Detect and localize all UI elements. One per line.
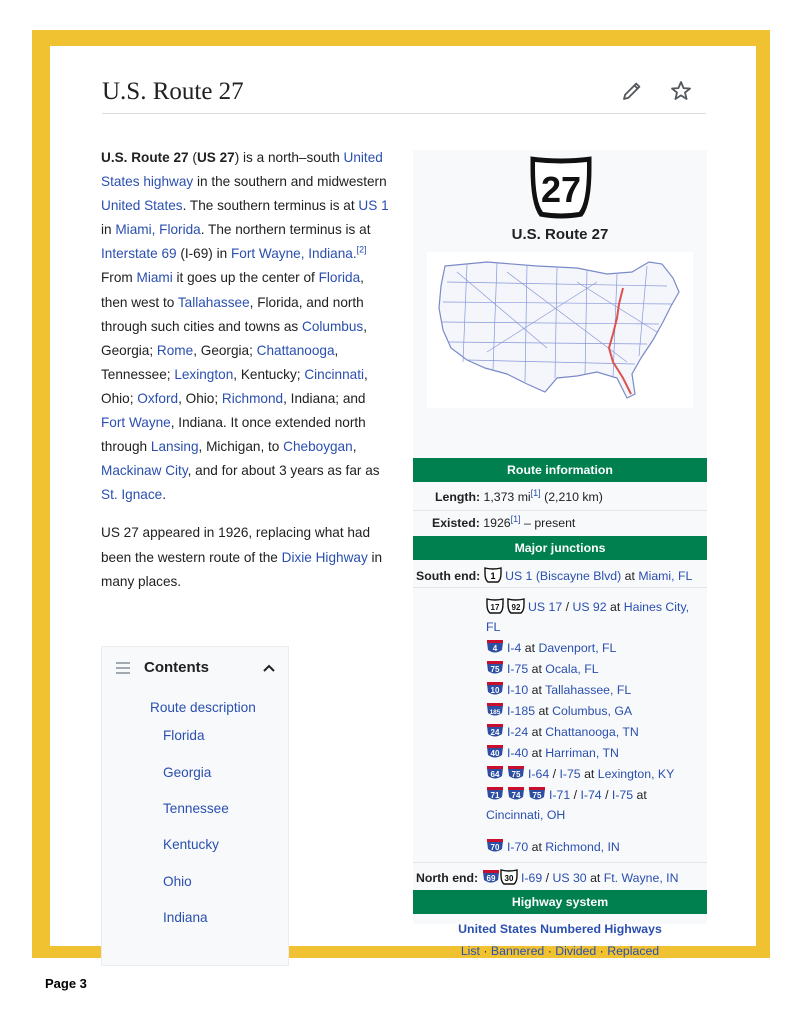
interstate-10-shield-icon: [486, 681, 504, 697]
article-page: [50, 46, 756, 958]
link-junction-route[interactable]: I-185: [507, 704, 536, 718]
interstate-185-shield-icon: [486, 702, 504, 718]
interstate-64-shield-icon: [486, 765, 504, 781]
link-junction-place[interactable]: Cincinnati, OH: [486, 808, 566, 822]
link-miami-florida[interactable]: Miami, Florida: [115, 222, 201, 238]
route-map[interactable]: [427, 252, 693, 408]
svg-text:10: 10: [490, 686, 500, 695]
svg-text:40: 40: [490, 749, 500, 758]
interstate-4-shield-icon: [486, 639, 504, 655]
link-st-ignace[interactable]: St. Ignace: [101, 487, 163, 503]
major-junctions-header: Major junctions: [413, 536, 707, 560]
svg-text:75: 75: [490, 665, 500, 674]
link-us1[interactable]: US 1: [358, 198, 389, 214]
link-chattanooga[interactable]: Chattanooga: [256, 342, 335, 358]
link-florida[interactable]: Florida: [318, 270, 361, 286]
link-lansing[interactable]: Lansing: [150, 439, 199, 455]
link-dixie-highway[interactable]: Dixie Highway: [281, 549, 368, 565]
link-richmond[interactable]: Richmond: [221, 390, 284, 406]
svg-text:75: 75: [532, 791, 542, 800]
svg-text:1: 1: [490, 571, 496, 581]
link-junction-place[interactable]: Columbus, GA: [552, 704, 633, 718]
svg-text:17: 17: [490, 603, 500, 612]
link-fort-wayne-indiana[interactable]: Fort Wayne, Indiana.: [230, 246, 357, 262]
us-1-shield-icon: [484, 567, 502, 583]
reference-2[interactable]: [2]: [356, 244, 367, 255]
us-route-shield-icon: [528, 154, 594, 220]
interstate-24-shield-icon: [486, 723, 504, 739]
title-divider: [102, 113, 706, 114]
toc-item-kentucky[interactable]: Kentucky: [163, 837, 219, 852]
interstate-74-shield-icon: [507, 786, 525, 802]
junction-list: [486, 597, 698, 858]
link-tallahassee[interactable]: Tallahassee: [177, 294, 250, 310]
svg-text:74: 74: [511, 791, 521, 800]
us-30-shield-icon: [500, 869, 518, 885]
junction-item: 10 I-10 at Tallahassee, FL: [486, 680, 698, 700]
north-end-row: North end: 69 30 I-69 / US 30 at Ft. Wayne, IN: [416, 871, 679, 885]
lead-paragraph-1: U.S. Route 27 (US 27) is a north–south United States highway in the southern and midwestern United States. The southern terminus is at US 1 in Miami, Florida. The northern terminus is at Interstate 69 (I-69) in Fort Wayne, Indiana.[2] From Miami it goes up the center of Florida, then west to Tallahassee, Florida, and north through such cities and towns as Columbus, Georgia; Rome, Georgia; Chattanooga, Tennessee; Lexington, Kentucky; Cincinnati, Ohio; Oxford, Ohio; Richmond, Indiana; and Fort Wayne, Indiana. It once extended north through Lansing, Michigan, to Cheboygan, Mackinaw City, and for about 3 years as far as St. Ignace.: [101, 150, 389, 503]
link-junction-place[interactable]: Haines City, FL: [486, 600, 690, 634]
svg-text:71: 71: [490, 791, 500, 800]
link-junction-place[interactable]: Tallahassee, FL: [545, 683, 632, 697]
toc-item-ohio[interactable]: Ohio: [163, 874, 192, 889]
link-interstate-69[interactable]: Interstate 69: [101, 246, 177, 262]
svg-text:92: 92: [511, 603, 521, 612]
svg-text:69: 69: [486, 874, 496, 883]
link-lexington[interactable]: Lexington: [174, 366, 234, 382]
link-junction-route[interactable]: I-71: [549, 788, 571, 802]
junction-item: 71 74 75 I-71 / I-74 / I-75 at Cincinnati, OH: [486, 788, 647, 822]
list-icon: [116, 662, 130, 676]
link-oxford[interactable]: Oxford: [137, 390, 179, 406]
toc-item-tennessee[interactable]: Tennessee: [163, 801, 229, 816]
link-miami[interactable]: Miami: [136, 270, 173, 286]
system-list-row: List · Bannered · Divided · Replaced: [460, 944, 660, 958]
svg-text:24: 24: [490, 728, 500, 737]
link-junction-route[interactable]: I-4: [507, 641, 522, 655]
junction-item: 17 92 US 17 / US 92 at Haines City, FL: [486, 600, 690, 634]
link-i69[interactable]: I-69: [521, 871, 543, 885]
link-list[interactable]: List: [460, 944, 480, 958]
chevron-up-icon[interactable]: [262, 661, 276, 675]
link-junction-route[interactable]: I-75: [559, 767, 581, 781]
highway-system-header: Highway system: [413, 890, 707, 914]
link-bannered[interactable]: Bannered: [490, 944, 545, 958]
lead-section: [101, 146, 391, 608]
link-us-numbered-highways[interactable]: United States Numbered Highways: [458, 922, 662, 936]
link-junction-route[interactable]: I-10: [507, 683, 529, 697]
junction-item: 4 I-4 at Davenport, FL: [486, 638, 698, 658]
junction-item: 40 I-40 at Harriman, TN: [486, 743, 698, 763]
link-fort-wayne[interactable]: Fort Wayne: [101, 415, 171, 431]
link-junction-place[interactable]: Richmond, IN: [545, 840, 620, 854]
link-cheboygan[interactable]: Cheboygan: [283, 439, 353, 455]
link-junction-place[interactable]: Harriman, TN: [545, 746, 619, 760]
link-united-states[interactable]: United States: [101, 198, 183, 214]
length-row: Length: 1,373 mi[1] (2,210 km): [435, 487, 603, 504]
lead-paragraph-2: US 27 appeared in 1926, replacing what had been the western route of the Dixie Highway in many places.: [101, 525, 383, 589]
link-ft-wayne-in[interactable]: Ft. Wayne, IN: [603, 871, 679, 885]
star-icon[interactable]: [669, 79, 693, 103]
link-junction-route[interactable]: US 17: [528, 600, 563, 614]
link-us-highway[interactable]: United States highway: [101, 150, 383, 190]
junction-item: 75 I-75 at Ocala, FL: [486, 659, 698, 679]
us-92-shield-icon: [507, 598, 525, 614]
link-rome[interactable]: Rome: [156, 342, 194, 358]
toc-title: Contents: [144, 659, 209, 676]
link-junction-route[interactable]: I-70: [507, 840, 529, 854]
junction-item: 70 I-70 at Richmond, IN: [486, 837, 698, 857]
svg-text:30: 30: [504, 874, 514, 883]
link-junction-place[interactable]: Lexington, KY: [597, 767, 675, 781]
link-junction-route[interactable]: I-40: [507, 746, 529, 760]
svg-text:64: 64: [490, 770, 500, 779]
existed-row: Existed: 1926[1] – present: [432, 513, 576, 530]
interstate-75-shield-icon: [486, 660, 504, 676]
link-replaced[interactable]: Replaced: [607, 944, 660, 958]
link-mackinaw-city[interactable]: Mackinaw City: [101, 463, 188, 479]
interstate-75-shield-icon: [507, 765, 525, 781]
junction-item: 185 I-185 at Columbus, GA: [486, 701, 698, 721]
svg-text:70: 70: [490, 843, 500, 852]
junction-item: 24 I-24 at Chattanooga, TN: [486, 722, 698, 742]
interstate-40-shield-icon: [486, 744, 504, 760]
toc-item-florida[interactable]: Florida: [163, 728, 205, 743]
svg-text:185: 185: [489, 709, 501, 716]
link-divided[interactable]: Divided: [555, 944, 597, 958]
interstate-69-shield-icon: [482, 869, 500, 885]
infobox: [413, 150, 707, 958]
toc-item-indiana[interactable]: Indiana: [163, 910, 208, 925]
link-junction-place[interactable]: Chattanooga, TN: [545, 725, 639, 739]
link-junction-route[interactable]: I-24: [507, 725, 529, 739]
shield-number: 27: [540, 169, 582, 210]
page-number-label: Page 3: [45, 976, 87, 991]
link-junction-place[interactable]: Ocala, FL: [545, 662, 599, 676]
us-17-shield-icon: [486, 598, 504, 614]
link-cincinnati[interactable]: Cincinnati: [304, 366, 365, 382]
link-us1-biscayne[interactable]: US 1 (Biscayne Blvd): [505, 569, 622, 583]
svg-text:4: 4: [492, 644, 498, 653]
junction-item: 64 75 I-64 / I-75 at Lexington, KY: [486, 764, 698, 784]
link-junction-route[interactable]: I-75: [611, 788, 634, 802]
link-junction-route[interactable]: US 92: [572, 600, 607, 614]
route-information-header: Route information: [413, 458, 707, 482]
toc-item-georgia[interactable]: Georgia: [163, 765, 212, 780]
infobox-title: U.S. Route 27: [511, 226, 609, 243]
pencil-icon[interactable]: [620, 79, 644, 103]
interstate-71-shield-icon: [486, 786, 504, 802]
link-junction-route[interactable]: I-74: [580, 788, 602, 802]
link-junction-route[interactable]: I-75: [507, 662, 529, 676]
link-us30[interactable]: US 30: [552, 871, 587, 885]
link-junction-route[interactable]: I-64: [528, 767, 550, 781]
south-end-row: South end: 1 US 1 (Biscayne Blvd) at Miami, FL: [416, 569, 693, 583]
toc-item-route-description[interactable]: Route description: [150, 700, 256, 715]
svg-text:75: 75: [511, 770, 521, 779]
link-junction-place[interactable]: Davenport, FL: [538, 641, 617, 655]
table-of-contents: [101, 646, 289, 966]
system-link-row: [413, 922, 707, 936]
page-title: U.S. Route 27: [102, 78, 244, 105]
link-miami-fl[interactable]: Miami, FL: [638, 569, 693, 583]
link-columbus[interactable]: Columbus: [302, 318, 364, 334]
interstate-75-shield-icon: [528, 786, 546, 802]
toc-header[interactable]: [116, 659, 278, 679]
interstate-70-shield-icon: [486, 838, 504, 854]
